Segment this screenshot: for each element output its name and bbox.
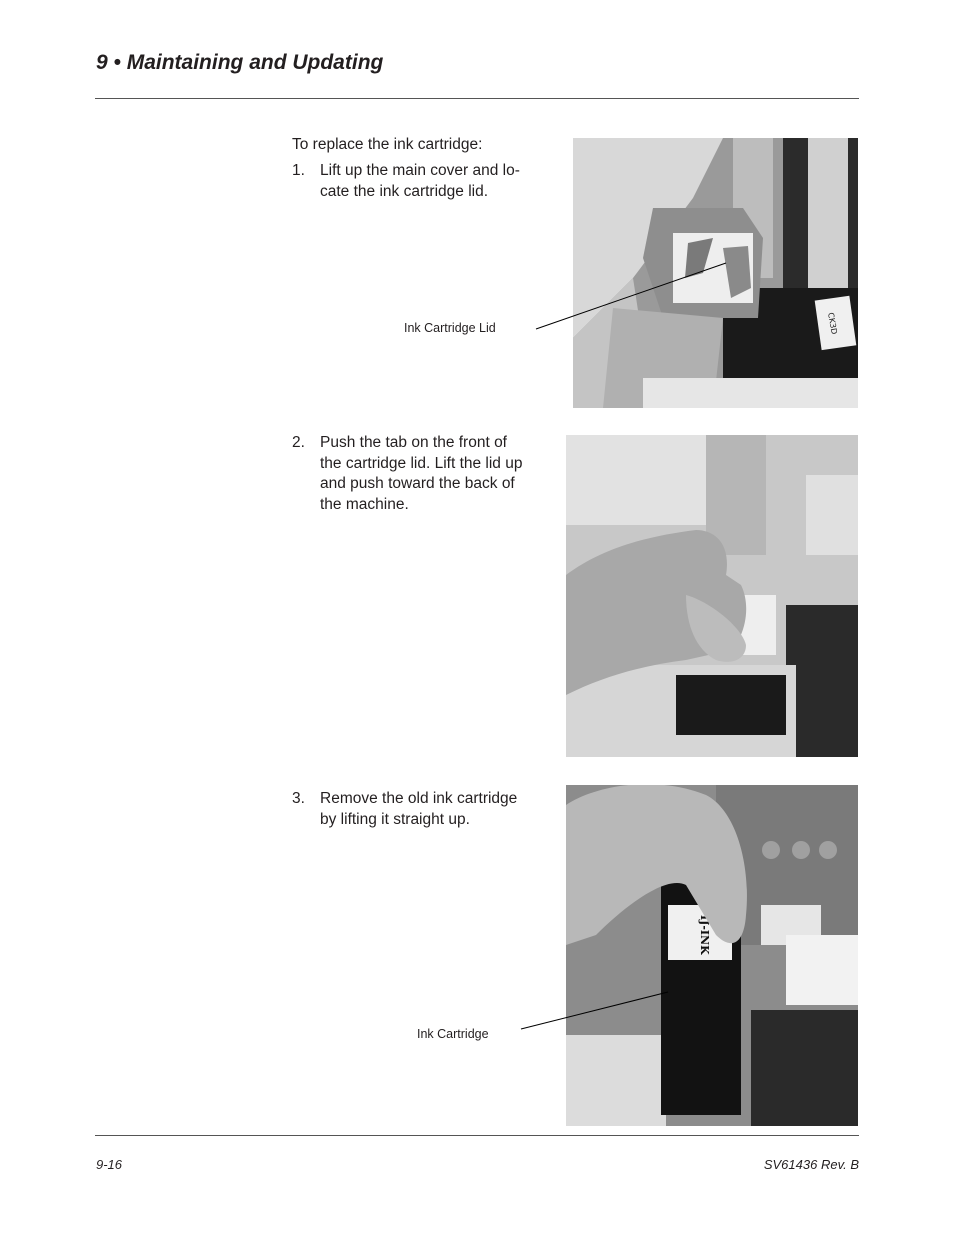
step-line: the cartridge lid. Lift the lid up [320,454,523,472]
step-line: Push the tab on the front of [320,434,507,451]
document-id: SV61436 Rev. B [763,1157,859,1172]
callout-ink-cartridge: Ink Cartridge [417,1027,489,1041]
page-number: 9-16 [96,1157,123,1172]
step-number: 1. [292,162,305,179]
intro-text: To replace the ink cartridge: [292,136,483,153]
step-line: and push toward the back of [320,475,515,492]
footer-rule [95,1135,859,1136]
leader-line-lid [536,263,726,329]
step-number: 2. [292,434,305,451]
step-line: Lift up the main cover and lo- [320,162,520,179]
callout-ink-cartridge-lid: Ink Cartridge Lid [404,321,496,335]
step-line: cate the ink cartridge lid. [320,182,489,200]
cartridge-label-text: CK3D [826,311,839,336]
step-number: 3. [292,790,305,807]
page-title: 9 • Maintaining and Updating [96,51,384,74]
step-line: Remove the old ink cartridge [320,790,518,807]
step-line: by lifting it straight up. [320,810,470,828]
step-line: the machine. [320,495,409,513]
cartridge-label-text: IJ-INK [698,915,711,955]
leader-line-cartridge [521,992,668,1029]
